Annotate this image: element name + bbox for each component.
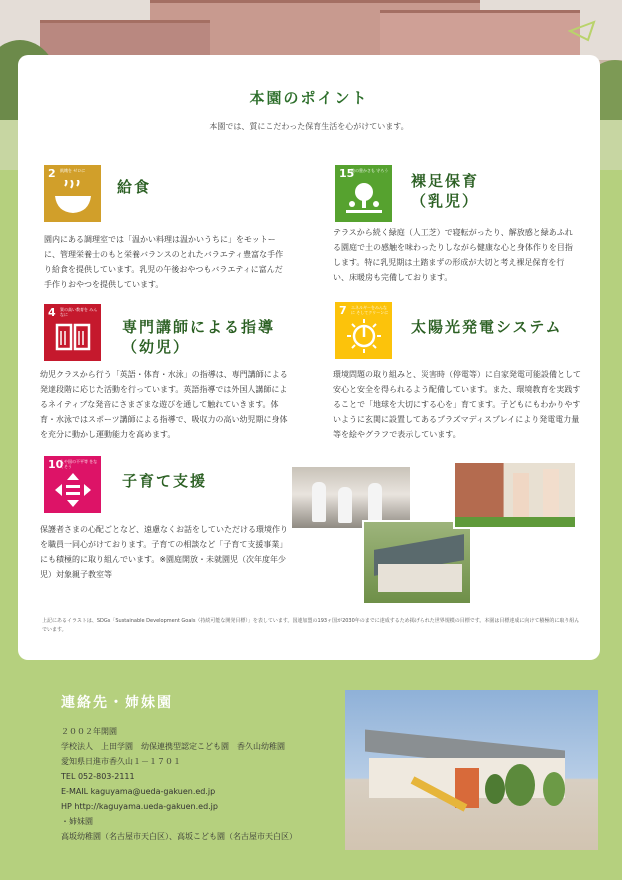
sdg-caption: エネルギーをみんなに そしてクリーンに bbox=[351, 305, 389, 315]
sdg-goal-15-badge bbox=[335, 165, 392, 222]
kitchen-staff bbox=[368, 483, 382, 523]
kid-legs bbox=[543, 469, 559, 517]
paper-plane-icon bbox=[568, 20, 596, 42]
section-title-solar: 太陽光発電システム bbox=[411, 318, 563, 336]
sdg-number: 15 bbox=[339, 167, 355, 180]
book-icon bbox=[53, 319, 93, 357]
play-tree bbox=[543, 772, 565, 806]
points-card bbox=[18, 55, 600, 660]
section-body-support: 保護者さまの心配ごとなど、遠慮なくお話をしていただける環境作りを職員一同心がけております。子育ての相談など「子育て支援事業」にも積極的に取り組んでいます。※園庭開放・未就園児（次年度年少児）対象親子教室等 bbox=[40, 525, 288, 579]
sdg-number: 10 bbox=[48, 458, 64, 471]
sdgs-footnote: 上記にあるイラストは、SDGs「Sustainable Development Goals（持続可能な開発目標）」を表しています。国連加盟の193ヶ国が2030年のまでに達成するため掲げられた世界規模の目標です。本園は目標達成に向けて積極的に取り組んでいます。 bbox=[42, 618, 580, 633]
card-subtitle: 本園では、質にこだわった保育生活を心がけています。 bbox=[209, 122, 409, 131]
building-aerial-photo bbox=[362, 520, 472, 605]
section-title-line: 裸足保育 bbox=[411, 172, 480, 190]
section-title-instruction bbox=[122, 317, 275, 357]
sdg-number: 4 bbox=[48, 306, 56, 319]
sdg-goal-7-badge bbox=[335, 302, 392, 359]
section-title-line: 専門講師による指導 bbox=[122, 318, 276, 336]
play-tree bbox=[505, 764, 535, 806]
contact-title: 連絡先・姉妹園 bbox=[61, 695, 173, 711]
section-title-barefoot bbox=[411, 171, 479, 211]
barefoot-kids-photo bbox=[453, 461, 577, 529]
email-link[interactable]: E-MAIL kaguyama@ueda-gakuen.ed.jp bbox=[61, 787, 216, 796]
section-title-support: 子育て支援 bbox=[122, 472, 208, 490]
building-wall bbox=[378, 564, 462, 592]
playground-photo bbox=[345, 690, 598, 850]
website-link[interactable]: HP http://kaguyama.ueda-gakuen.ed.jp bbox=[61, 802, 218, 811]
kitchen-staff bbox=[338, 487, 352, 523]
tree-icon bbox=[344, 180, 384, 218]
section-title-subline: （乳児） bbox=[411, 192, 480, 210]
sdg-goal-2-badge bbox=[44, 165, 101, 222]
sdg-number: 7 bbox=[339, 304, 347, 317]
sdg-caption: 人や国の不平等 をなくそう bbox=[60, 459, 98, 469]
section-body-meals: 園内にある調理室では「温かい料理は温かいうちに」をモットーに、管理栄養士のもと栄養バランスのとれたバラエティ豊富な手作り給食を提供しています。乳児の午後おやつもバラエティに富んだ手作りおやつを提供しています。 bbox=[44, 235, 284, 289]
sdg-caption: 飢餓を ゼロに bbox=[60, 168, 86, 173]
sdg-number: 2 bbox=[48, 167, 56, 180]
equality-icon bbox=[53, 471, 93, 509]
power-icon bbox=[344, 317, 384, 355]
section-body-solar: 環境問題の取り組みと、災害時（停電等）に自家発電可能設備として安心と安全を得られるよう配備しています。また、環境教育を実践することで「地球を大切にする心を」育てます。子どもにもわかりやすいように玄関に設置してあるプラズマディスプレイにより発電電力量等を絵やグラフで表示しています。 bbox=[333, 370, 581, 439]
kid-legs bbox=[513, 473, 529, 517]
card-title: 本園のポイント bbox=[249, 89, 369, 107]
section-title-meals: 給食 bbox=[117, 178, 152, 196]
section-body-instruction: 幼児クラスから行う「英語・体育・水泳」の指導は、専門講師による発達段階に応じた活動を行っています。英語指導では外国人講師によるネイティブな発音にさまざまな遊びを通して触れていきます。体育・水泳ではスポーツ講師による指導で、吸収力の高い幼児期に身体を充分に動かし運動能力を高めます。 bbox=[40, 370, 288, 439]
opening-year: ２００２年開園 bbox=[61, 727, 117, 736]
sister-schools: 高坂幼稚園（名古屋市天白区）、高坂こども園（名古屋市天白区） bbox=[61, 832, 297, 841]
contact-info bbox=[61, 724, 297, 844]
address: 愛知県日進市香久山１－１７０１ bbox=[61, 757, 181, 766]
sdg-caption: 陸の豊かさも 守ろう bbox=[351, 168, 389, 173]
sdg-goal-4-badge bbox=[44, 304, 101, 361]
lawn bbox=[455, 517, 577, 529]
sister-schools-heading: ・姉妹園 bbox=[61, 817, 93, 826]
sdg-caption: 質の高い教育を みんなに bbox=[60, 307, 98, 317]
section-body-barefoot: テラスから続く緑庭（人工芝）で寝転がったり、解放感と緑あふれる園庭で土の感触を味わったりしながら健康な心と身体作りを目指します。特に乳児期は土踏まずの形成が大切と考え裸足保育を行い、床暖房も完備しております。 bbox=[333, 228, 573, 282]
photo-collage bbox=[290, 465, 575, 605]
school-name: 学校法人 上田学園 幼保連携型認定こども園 香久山幼稚園 bbox=[61, 742, 285, 751]
kitchen-staff bbox=[312, 482, 326, 522]
bowl-icon bbox=[53, 180, 93, 218]
phone: TEL 052-803-2111 bbox=[61, 772, 135, 781]
section-title-subline: （幼児） bbox=[122, 338, 191, 356]
sdg-goal-10-badge bbox=[44, 456, 101, 513]
play-tree bbox=[485, 774, 505, 804]
